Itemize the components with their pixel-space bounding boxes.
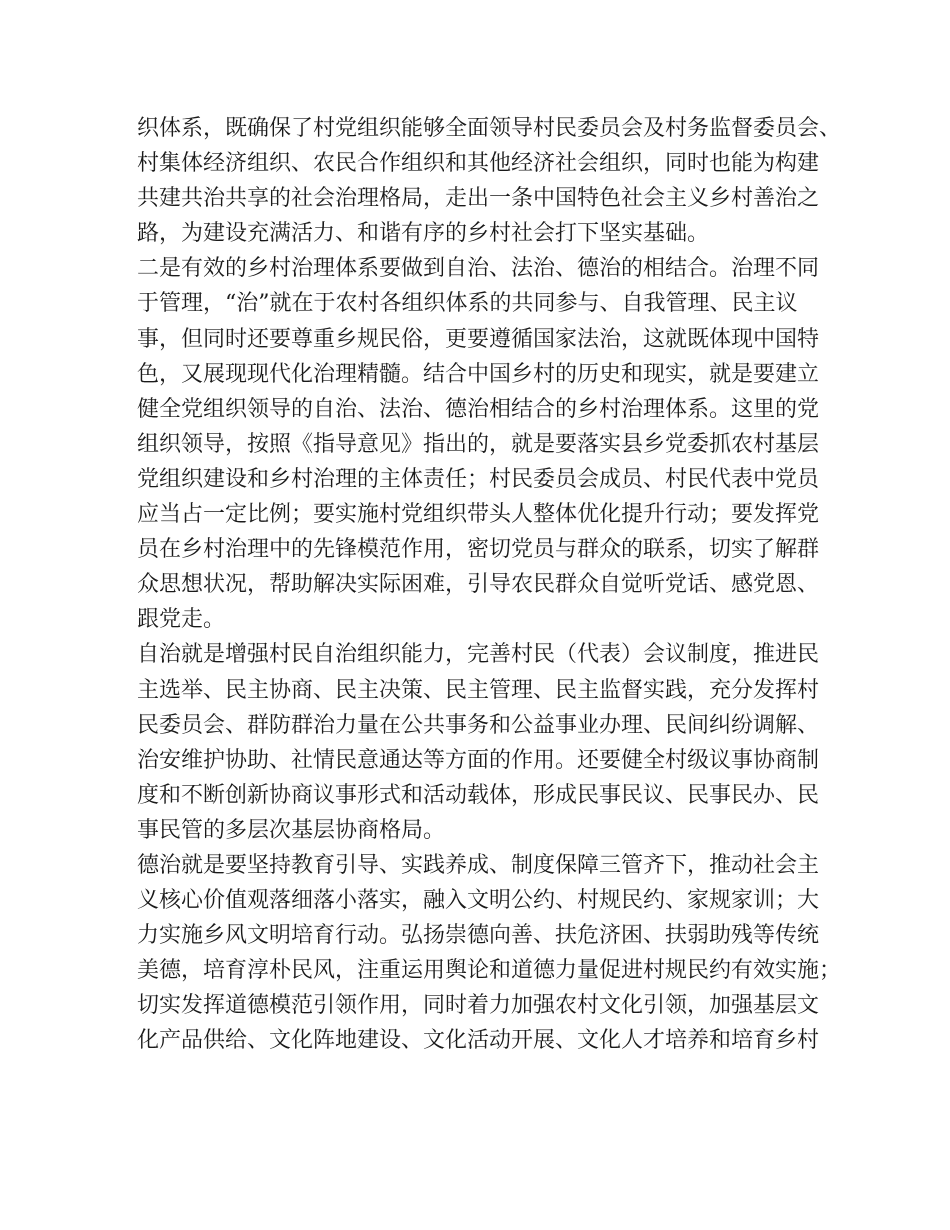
- body-text: [137, 111, 842, 1059]
- text-line: 共建共治共享的社会治理格局，走出一条中国特色社会主义乡村善治之: [137, 186, 820, 212]
- text-line: 色，又展现现代化治理精髓。结合中国乡村的历史和现实，就是要建立: [137, 361, 820, 387]
- text-line: 度和不断创新协商议事形式和活动载体，形成民事民议、民事民办、民: [137, 782, 820, 808]
- text-line: 自治就是增强村民自治组织能力，完善村民（代表）会议制度，推进民: [137, 642, 820, 668]
- text-line: 化产品供给、文化阵地建设、文化活动开展、文化人才培养和培育乡村: [137, 1028, 820, 1054]
- text-line: 治安维护协助、社情民意通达等方面的作用。还要健全村级议事协商制: [137, 747, 820, 773]
- text-line: 事民管的多层次基层协商格局。: [137, 817, 446, 843]
- text-line: 党组织建设和乡村治理的主体责任；村民委员会成员、村民代表中党员: [137, 466, 820, 492]
- text-line: 众思想状况，帮助解决实际困难，引导农民群众自觉听党话、感党恩、: [137, 572, 820, 598]
- text-line: 力实施乡风文明培育行动。弘扬崇德向善、扶危济困、扶弱助残等传统: [137, 923, 820, 949]
- text-line: 路，为建设充满活力、和谐有序的乡村社会打下坚实基础。: [137, 221, 710, 247]
- text-line: 主选举、民主协商、民主决策、民主管理、民主监督实践，充分发挥村: [137, 677, 820, 703]
- text-line: 跟党走。: [137, 607, 226, 633]
- text-line: 织体系，既确保了村党组织能够全面领导村民委员会及村务监督委员会、: [137, 116, 842, 141]
- text-line: 二是有效的乡村治理体系要做到自治、法治、德治的相结合。治理不同: [137, 256, 820, 282]
- text-line: 义核心价值观落细落小落实，融入文明公约、村规民约、家规家训；大: [137, 888, 820, 914]
- text-line: 村集体经济组织、农民合作组织和其他经济社会组织，同时也能为构建: [137, 151, 820, 177]
- text-line: 切实发挥道德模范引领作用，同时着力加强农村文化引领，加强基层文: [137, 993, 820, 1019]
- text-line: 民委员会、群防群治力量在公共事务和公益事业办理、民间纠纷调解、: [137, 712, 820, 738]
- text-line: 美德，培育淳朴民风，注重运用舆论和道德力量促进村规民约有效实施；: [137, 958, 842, 984]
- text-line: 于管理，“治”就在于农村各组织体系的共同参与、自我管理、民主议: [137, 291, 798, 317]
- text-line: 应当占一定比例；要实施村党组织带头人整体优化提升行动；要发挥党: [137, 502, 820, 528]
- text-line: 德治就是要坚持教育引导、实践养成、制度保障三管齐下，推动社会主: [137, 852, 820, 878]
- text-line: 组织领导，按照《指导意见》指出的，就是要落实县乡党委抓农村基层: [137, 431, 820, 457]
- text-line: 事，但同时还要尊重乡规民俗，更要遵循国家法治，这就既体现中国特: [137, 326, 820, 352]
- text-line: 员在乡村治理中的先锋模范作用，密切党员与群众的联系，切实了解群: [137, 537, 820, 563]
- text-line: 健全党组织领导的自治、法治、德治相结合的乡村治理体系。这里的党: [137, 396, 820, 422]
